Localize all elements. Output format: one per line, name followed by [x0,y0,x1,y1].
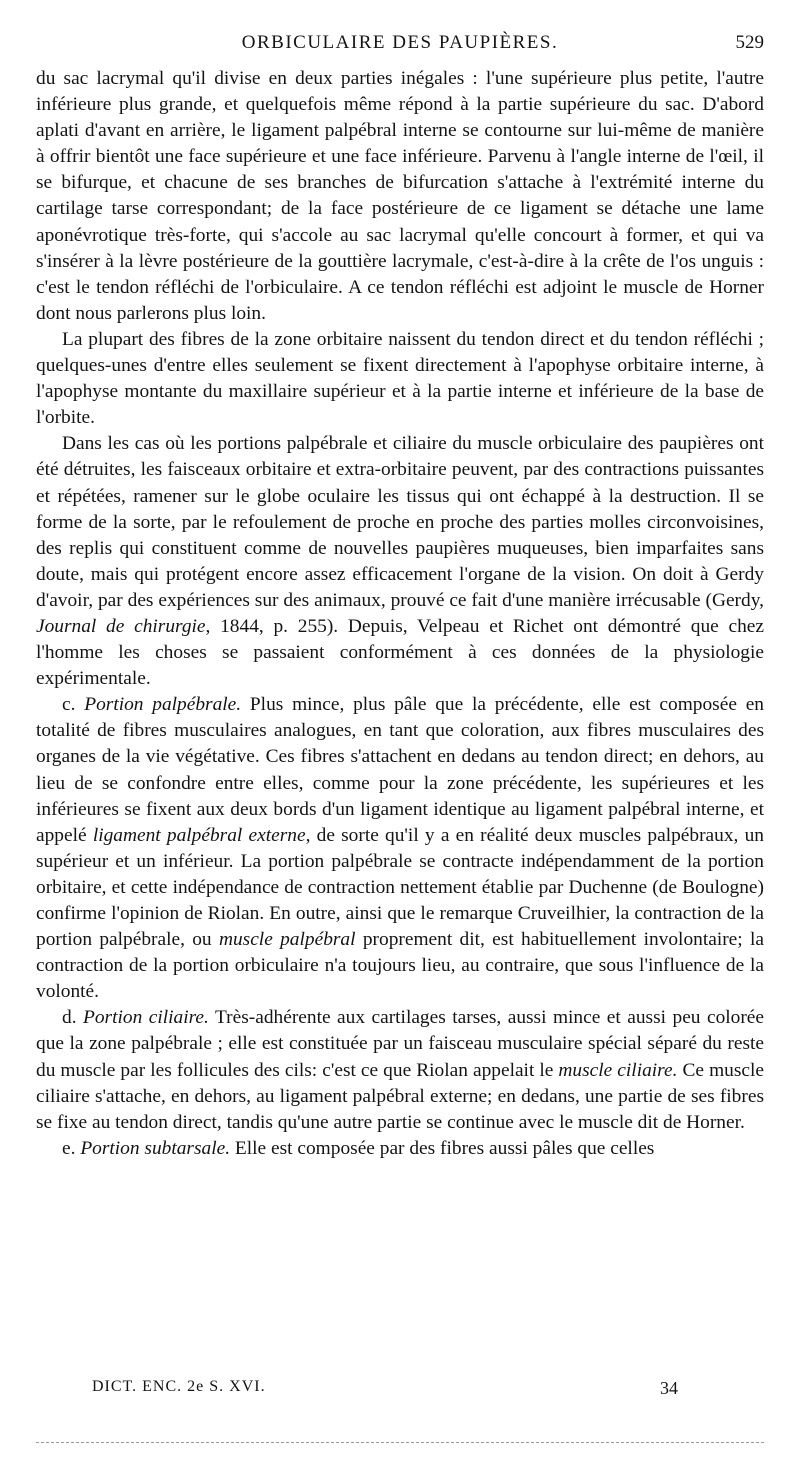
text-run: du sac lacrymal qu'il divise en deux parties inégales : l'une supérieure plus petite, l'autre inférieure plus grande, et quelquefois même répond à la partie supérieure du sac. D'abord aplati d'avant en arrière, le ligament palpébral interne se contourne sur lui-même de manière à offrir bientôt une face supérieure et une face inférieure. Parvenu à l'angle interne de l'œil, il se bifurque, et chacune de ses branches de bifurcation s'attache à l'extrémité interne du cartilage tarse correspondant; de la face postérieure de ce ligament se détache une lame aponévrotique très-forte, qui s'accole au sac lacrymal qu'elle concourt à former, et qui va s'insérer à la lèvre postérieure de la gouttière lacrymale, c'est-à-dire à la crête de l'os unguis : c'est le tendon réfléchi de l'orbiculaire. A ce tendon réfléchi est adjoint le muscle de Horner dont nous parlerons plus loin. [36,68,764,324]
text-run: proprement dit, est habituellement involontaire; la contraction de la portion orbiculaire n'a toujours lieu, au contraire, que sous l'influence de la volonté. [36,929,764,1003]
page-number: 529 [735,32,764,53]
text-run: Ce muscle ciliaire s'attache, en dehors, au ligament palpébral externe; en dedans, une partie de ses fibres se fixe au tendon direct, tandis qu'une autre partie se continue avec le muscle dit de Horner. [36,1059,765,1133]
paragraph [36,1136,764,1162]
paragraph [36,431,764,692]
text-run: Plus mince, plus pâle que la précédente, elle est composée en totalité de fibres musculaires analogues, en tant que coloration, aux fibres musculaires des organes de la vie végétative. Ces fibres s'attachent en dedans au tendon direct; en dehors, au lieu de se confondre entre elles, comme pour la zone précédente, les supérieures et les inférieures se fixent aux deux bords d'un ligament identique au ligament palpébral interne, et appelé [36,694,765,846]
paragraph [36,327,764,431]
text-run: Très-adhérente aux cartilages tarses, aussi mince et aussi peu colorée que la zone palpébrale ; elle est constituée par un faisceau musculaire spécial séparé du reste du muscle par les follicules des cils: c'est ce que Riolan appelait le [36,1007,765,1081]
paragraph [36,1005,764,1135]
running-title: ORBICULAIRE DES PAUPIÈRES. [241,32,559,53]
text-run: , de sorte qu'il y a en réalité deux muscles palpébraux, un supérieur et un inférieur. La portion palpébrale se contracte indépendamment de la portion orbitaire, et cette indépendance de contraction nettement établie par Duchenne (de Boulogne) confirme l'opinion de Riolan. En outre, ainsi que le remarque Cruveilhier, la contraction de la portion palpébrale, ou [36,824,764,951]
text-run: e. [62,1137,81,1159]
bottom-rule [36,1442,764,1443]
italic-text: muscle palpébral [218,929,356,951]
sheet-number: 34 [660,1378,678,1398]
text-run: c. [62,694,85,716]
text-run: , 1844, p. 255). Depuis, Velpeau et Richet ont démontré que chez l'homme les choses se passaient conformément à ces données de la physiologie expérimentale. [36,615,764,690]
italic-text: Portion palpébrale. [84,694,242,716]
page-footer [92,1378,708,1408]
text-run: Dans les cas où les portions palpébrale et ciliaire du muscle orbiculaire des paupières ont été détruites, les faisceaux orbitaire et extra-orbitaire peuvent, par des contractions puissantes et répétées, ramener sur le globe oculaire les tissus qui ont échappé à la destruction. Il se forme de la sorte, par le refoulement de proche en proche des parties molles circonvoisines, des replis qui constituent comme de nouvelles paupières muqueuses, bien imparfaites sans doute, mais qui protégent encore assez efficacement l'organe de la vision. On doit à Gerdy d'avoir, par des expériences sur des animaux, prouvé ce fait d'une manière irrécusable (Gerdy, [36,433,764,611]
text-run: La plupart des fibres de la zone orbitaire naissent du tendon direct et du tendon réfléchi ; quelques-unes d'entre elles seulement se fixent directement à l'apophyse orbitaire interne, à l'apophyse montante du maxillaire supérieur et à la partie interne et inférieure de la base de l'orbite. [36,328,764,429]
italic-text: muscle ciliaire. [558,1059,678,1081]
page-header [36,30,764,60]
text-run: d. [62,1007,84,1029]
italic-text: Portion subtarsale. [80,1137,231,1159]
italic-text: Portion ciliaire. [83,1007,209,1029]
italic-text: ligament palpébral externe [92,824,306,846]
paragraph [36,692,764,1005]
text-run: Elle est composée par des fibres aussi pâles que celles [230,1137,655,1159]
paragraph [36,66,764,327]
body-text [36,66,764,1162]
printer-signature: DICT. ENC. 2e S. XVI. [92,1378,266,1395]
italic-text: Journal de chirurgie [36,615,206,637]
